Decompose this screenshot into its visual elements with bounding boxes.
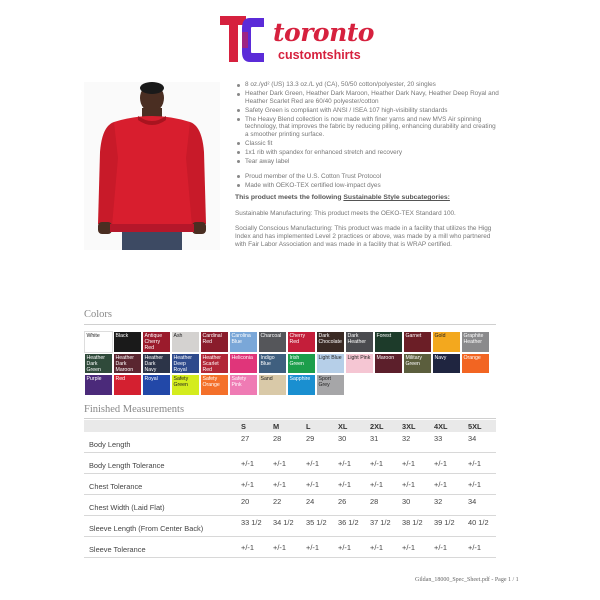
color-swatch: Navy: [432, 353, 461, 375]
measurement-value: +/-1: [402, 543, 415, 552]
measurement-value: 26: [338, 497, 347, 506]
color-swatch: Safety Green: [171, 374, 200, 396]
color-swatch: Heather Dark Green: [84, 353, 113, 375]
colors-title: Colors: [84, 309, 113, 320]
measurement-value: +/-1: [402, 459, 415, 468]
feature-item: 8 oz./yd² (US) 13.3 oz./L yd (CA), 50/50 cotton/polyester, 20 singles: [235, 81, 500, 89]
measurement-value: +/-1: [241, 459, 254, 468]
color-swatch: Sand: [258, 374, 287, 396]
measurement-value: 38 1/2: [402, 518, 423, 527]
color-swatch: Heather Dark Navy: [142, 353, 171, 375]
color-swatch: Orange: [461, 353, 490, 375]
measurement-value: 34 1/2: [273, 518, 294, 527]
measurement-value: +/-1: [273, 480, 286, 489]
feature-item: Safety Green is compliant with ANSI / ISEA 107 high-visibility standards: [235, 107, 500, 115]
table-row: [84, 495, 496, 516]
measurement-value: 33 1/2: [241, 518, 262, 527]
color-swatch: Red: [113, 374, 142, 396]
measurement-value: 22: [273, 497, 282, 506]
color-swatch: Military Green: [403, 353, 432, 375]
measurement-value: 39 1/2: [434, 518, 455, 527]
measurement-value: +/-1: [306, 480, 319, 489]
measurement-value: +/-1: [468, 543, 481, 552]
size-header: XL: [338, 422, 348, 431]
measurement-value: 27: [241, 434, 250, 443]
product-photo: [84, 82, 220, 250]
color-swatch: Light Blue: [316, 353, 345, 375]
feature-item: Tear away label: [235, 158, 500, 166]
color-swatch: Heather Dark Maroon: [113, 353, 142, 375]
socially-conscious-text: Socially Conscious Manufacturing: This product was made in a facility that utilizes the Higg Index and has implemented Level 2 practices or above, was made by a mill who partnered with Fair Labor Association and was made in a facility that is WRAP certified.: [235, 225, 492, 248]
color-swatch: Purple: [84, 374, 113, 396]
measurement-value: 35 1/2: [306, 518, 327, 527]
color-swatch: Forest: [374, 331, 403, 353]
feature-item: Proud member of the U.S. Cotton Trust Protocol: [235, 173, 500, 181]
brand-logo: [218, 12, 374, 72]
color-swatch: Ash: [171, 331, 200, 353]
size-header: 2XL: [370, 422, 384, 431]
table-row: [84, 453, 496, 474]
size-header: L: [306, 422, 311, 431]
measurement-value: +/-1: [468, 480, 481, 489]
sustainable-manufacturing-text: Sustainable Manufacturing: This product meets the OEKO-TEX Standard 100.: [235, 209, 456, 217]
color-swatch: Carolina Blue: [229, 331, 258, 353]
color-swatch: Graphite Heather: [461, 331, 490, 353]
color-swatch: Garnet: [403, 331, 432, 353]
size-header: M: [273, 422, 280, 431]
measurement-value: +/-1: [338, 480, 351, 489]
measurement-value: 34: [468, 434, 477, 443]
feature-item: 1x1 rib with spandex for enhanced stretch and recovery: [235, 149, 500, 157]
measurement-value: 36 1/2: [338, 518, 359, 527]
feature-item: Heather Dark Green, Heather Dark Maroon, Heather Dark Navy, Heather Deep Royal and Heather Scarlet Red are 60/40 polyester/cotton: [235, 90, 500, 105]
measurement-value: +/-1: [370, 543, 383, 552]
table-row: [84, 537, 496, 558]
measurement-value: 28: [273, 434, 282, 443]
size-header: 4XL: [434, 422, 448, 431]
measurement-value: +/-1: [306, 543, 319, 552]
measurement-value: 32: [402, 434, 411, 443]
row-label: Sleeve Tolerance: [89, 545, 146, 554]
color-swatch: Charcoal: [258, 331, 287, 353]
color-swatch: Gold: [432, 331, 461, 353]
measurement-value: 33: [434, 434, 443, 443]
measurement-value: +/-1: [468, 459, 481, 468]
color-swatch: Maroon: [374, 353, 403, 375]
logo-subtitle: customtshirts: [278, 48, 361, 62]
feature-item: Made with OEKO-TEX certified low-impact dyes: [235, 182, 500, 190]
size-header: 3XL: [402, 422, 416, 431]
table-row: [84, 474, 496, 495]
color-swatch: Safety Orange: [200, 374, 229, 396]
color-swatch: Dark Chocolate: [316, 331, 345, 353]
color-swatch: Antique Cherry Red: [142, 331, 171, 353]
table-row: [84, 432, 496, 453]
measurement-value: 20: [241, 497, 250, 506]
measurement-value: 30: [402, 497, 411, 506]
measurement-value: 31: [370, 434, 379, 443]
size-header-row: [84, 420, 496, 432]
row-label: Chest Width (Laid Flat): [89, 503, 165, 512]
feature-item: Classic fit: [235, 140, 500, 148]
measurement-value: 40 1/2: [468, 518, 489, 527]
color-swatch: Sapphire: [287, 374, 316, 396]
measurement-value: +/-1: [241, 480, 254, 489]
color-swatch: Cardinal Red: [200, 331, 229, 353]
color-swatch: Dark Heather: [345, 331, 374, 353]
color-swatch: Sport Grey: [316, 374, 345, 396]
measurement-value: +/-1: [273, 543, 286, 552]
divider: [84, 324, 496, 325]
color-swatch: Irish Green: [287, 353, 316, 375]
measurement-value: +/-1: [370, 480, 383, 489]
color-swatch: Light Pink: [345, 353, 374, 375]
logo-wordmark: toronto: [273, 18, 374, 47]
feature-item: The Heavy Blend collection is now made with finer yarns and new MVS Air spinning technology, that improves the fabric by reducing pilling, enhancing durability and creating a smoother printing surface.: [235, 116, 500, 139]
measurements-title: Finished Measurements: [84, 404, 185, 415]
measurement-value: 37 1/2: [370, 518, 391, 527]
size-header: S: [241, 422, 246, 431]
measurement-value: +/-1: [434, 480, 447, 489]
row-label: Body Length: [89, 440, 131, 449]
color-swatch: Heather Scarlet Red: [200, 353, 229, 375]
measurements-table: [84, 420, 496, 558]
measurement-value: +/-1: [306, 459, 319, 468]
measurement-value: +/-1: [273, 459, 286, 468]
color-swatch: White: [84, 331, 113, 353]
measurement-value: +/-1: [241, 543, 254, 552]
color-swatch: Black: [113, 331, 142, 353]
color-swatch: Cherry Red: [287, 331, 316, 353]
color-swatch: Royal: [142, 374, 171, 396]
measurement-value: +/-1: [338, 543, 351, 552]
color-swatch: Heather Deep Royal: [171, 353, 200, 375]
measurement-value: 30: [338, 434, 347, 443]
row-label: Sleeve Length (From Center Back): [89, 524, 204, 533]
measurement-value: 32: [434, 497, 443, 506]
measurement-value: +/-1: [434, 459, 447, 468]
sweatshirt-model-icon: [84, 82, 220, 250]
measurement-value: +/-1: [434, 543, 447, 552]
measurement-value: 24: [306, 497, 315, 506]
color-swatch: Indigo Blue: [258, 353, 287, 375]
row-label: Chest Tolerance: [89, 482, 143, 491]
color-swatch-grid: [84, 331, 491, 396]
table-row: [84, 516, 496, 537]
measurement-value: 28: [370, 497, 379, 506]
measurement-value: +/-1: [370, 459, 383, 468]
color-swatch: Heliconia: [229, 353, 258, 375]
row-label: Body Length Tolerance: [89, 461, 165, 470]
feature-list: [235, 81, 500, 248]
page-footer: Gildan_18000_Spec_Sheet.pdf - Page 1 / 1: [415, 577, 519, 583]
measurement-value: 29: [306, 434, 315, 443]
size-header: 5XL: [468, 422, 482, 431]
measurement-value: +/-1: [402, 480, 415, 489]
measurement-value: 34: [468, 497, 477, 506]
divider: [84, 418, 496, 419]
color-swatch: Safety Pink: [229, 374, 258, 396]
sustainable-heading: This product meets the following Sustainable Style subcategories:: [235, 194, 450, 202]
tc-logo-icon: [218, 12, 268, 68]
measurement-value: +/-1: [338, 459, 351, 468]
